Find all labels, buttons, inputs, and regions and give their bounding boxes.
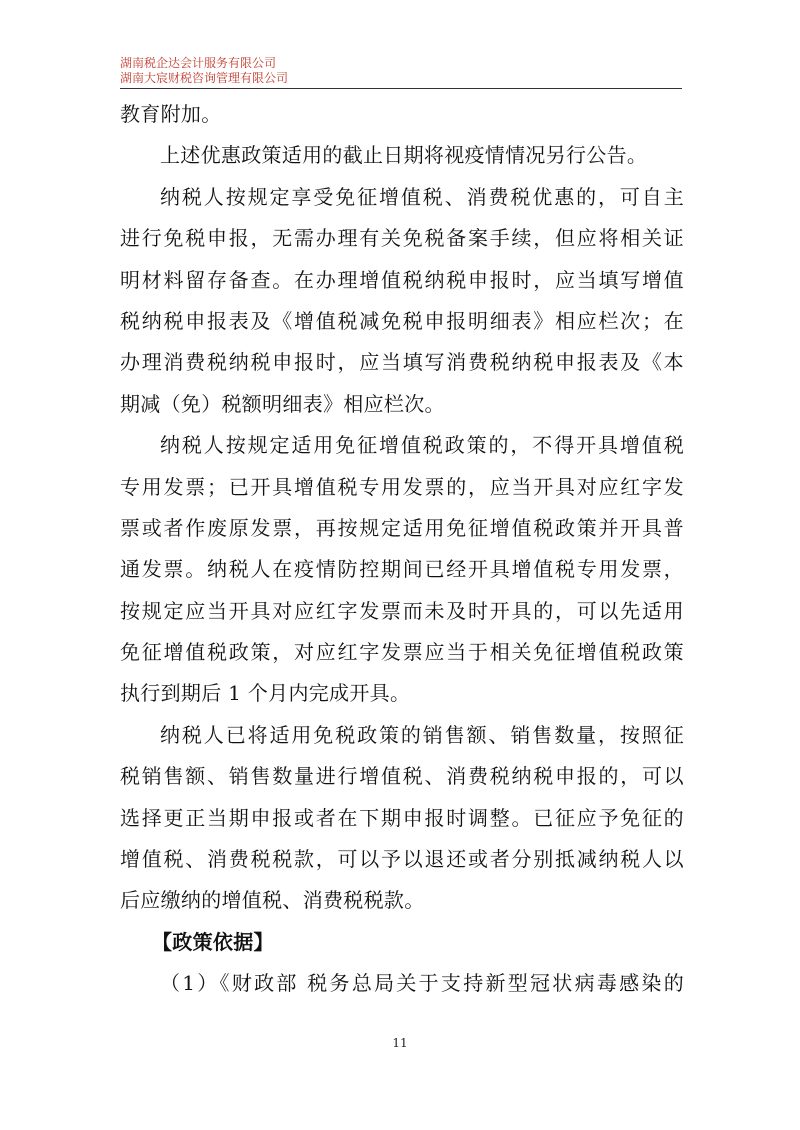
page-header [120, 56, 682, 86]
document-body [120, 94, 684, 1005]
text-line: 纳税人已将适用免税政策的销售额、销售数量，按照征 [160, 722, 684, 747]
header-company-2: 湖南大宸财税咨询管理有限公司 [120, 71, 289, 85]
text-line: 专用发票；已开具增值税专用发票的，应当开具对应红字发 [120, 474, 684, 499]
text-line: 进行免税申报，无需办理有关免税备案手续，但应将相关证 [120, 226, 684, 251]
text-line: 税销售额、销售数量进行增值税、消费税纳税申报的，可以 [120, 764, 684, 789]
text-line: 增值税、消费税税款，可以予以退还或者分别抵减纳税人以 [120, 847, 684, 872]
text-line: 纳税人按规定适用免征增值税政策的，不得开具增值税 [160, 433, 684, 458]
header-company-1: 湖南税企达会计服务有限公司 [120, 56, 277, 70]
text-line: 票或者作废原发票，再按规定适用免征增值税政策并开具普 [120, 515, 684, 540]
text-line: 纳税人按规定享受免征增值税、消费税优惠的，可自主 [160, 184, 684, 209]
text-line: 教育附加。 [120, 102, 222, 126]
text-line: 办理消费税纳税申报时，应当填写消费税纳税申报表及《本 [120, 350, 684, 375]
text-line: 期减（免）税额明细表》相应栏次。 [120, 391, 445, 416]
page-number: 11 [392, 1036, 408, 1050]
text-line: 税纳税申报表及《增值税减免税申报明细表》相应栏次；在 [120, 308, 684, 333]
text-line: 按规定应当开具对应红字发票而未及时开具的，可以先适用 [120, 598, 684, 623]
text-line: 后应缴纳的增值税、消费税税款。 [120, 888, 425, 913]
header-divider [120, 88, 682, 89]
text-line: 免征增值税政策，对应红字发票应当于相关免征增值税政策 [120, 640, 684, 665]
section-heading: 【政策依据】 [152, 929, 274, 954]
text-line: （1）《财政部 税务总局关于支持新型冠状病毒感染的 [160, 971, 684, 996]
text-line: 上述优惠政策适用的截止日期将视疫情情况另行公告。 [160, 143, 648, 168]
text-line: 执行到期后 1 个月内完成开具。 [120, 681, 411, 706]
text-line: 明材料留存备查。在办理增值税纳税申报时，应当填写增值 [120, 267, 684, 292]
text-line: 通发票。纳税人在疫情防控期间已经开具增值税专用发票， [120, 557, 684, 582]
text-line: 选择更正当期申报或者在下期申报时调整。已征应予免征的 [120, 805, 684, 830]
